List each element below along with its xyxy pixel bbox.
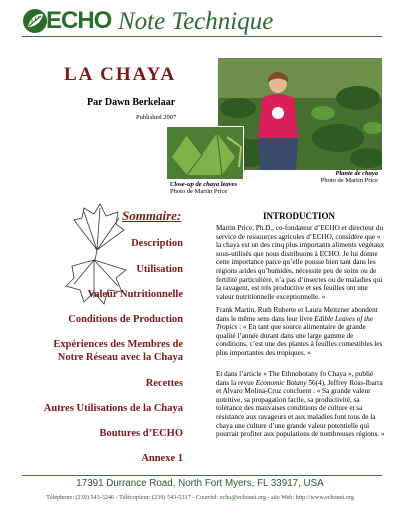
published-date: Published 2007 — [136, 114, 177, 121]
intro-paragraph-3 — [216, 370, 385, 439]
toc-item-utilisation[interactable]: Utilisation — [136, 264, 183, 275]
intro-paragraph-2 — [216, 306, 385, 358]
intro-paragraph-1: Martin Price, Ph.D., co-fondateur d’ECHO et directeur du service de ressources agricoles d’ECHO, considère que « la chaya est un des cinq plus importants aliments végétaux sous-utilisés que nous distribuons à ECHO. Je lui donne cette importance parce qu’elle pousse bien tant dans les régions arides qu’humides, nécessite peu de soins ou de fertilité particulière, n’a pas d’insectes ou de maladies qui la ravagent, est très productive et ses feuilles ont une valeur nutritionnelle exceptionnelle. » — [216, 224, 385, 301]
plant-caption-title: Plante de chaya — [335, 170, 378, 177]
plant-caption-credit: Photo de Martin Price — [320, 177, 378, 184]
p2-book-title: Edible Leaves of the Tropics — [216, 314, 373, 332]
p3-journal-title: Economic Botany — [255, 378, 307, 387]
toc-item-autres-utilisations[interactable]: Autres Utilisations de la Chaya — [43, 403, 183, 414]
toc-item-experiences-line2[interactable]: Notre Réseau avec la Chaya — [57, 352, 183, 363]
closeup-caption-title: Close-up de chaya leaves — [170, 181, 237, 188]
summary-title: Sommaire: — [122, 208, 182, 223]
plant-photo-caption — [300, 170, 378, 184]
chaya-closeup-photo — [166, 126, 244, 180]
toc-item-boutures[interactable]: Boutures d’ECHO — [99, 428, 183, 439]
footer-contact: Téléphone: (239) 543-3246 - Télécopieur: (239) 543-5317 - Courriel: echo@echonet.org - site Web: http://www.echonet.org — [46, 494, 354, 501]
toc-item-recettes[interactable]: Recettes — [145, 378, 183, 389]
introduction-heading: INTRODUCTION — [263, 211, 336, 221]
toc-item-description[interactable]: Description — [131, 238, 183, 249]
brand-name: ECHO — [46, 7, 112, 34]
footer-address: 17391 Durrance Road, North Fort Myers, FL 33917, USA — [76, 478, 324, 489]
p2-text-after: : « En tant que source alimentaire de grande qualité l’année durant dans une large gamme de conditions, c’est une des plantes à feuilles comestibles les plus importantes des tropiques. » — [216, 323, 383, 357]
author-line: Par Dawn Berkelaar — [87, 97, 176, 108]
p3-text-before: Et dans l’article « The Ethnobotany fo Chaya », publié dans la revue — [216, 370, 374, 387]
echo-leaf-logo-icon — [22, 8, 48, 34]
series-title: Note Technique — [118, 8, 274, 35]
p3-text-after: 56(4), Jeffrey Ross-Ibarra et Alvaro Molina-Cruz concluent : « Sa grande valeur nutritive, sa propagation facile, sa productivité, sa tolérance des mauvaises conditions de culture et sa résistance aux ravageurs et aux maladies font tous de la chaya une culture d’une grande valeur potentielle qui pourrait profiter aux populations de nombreuses régions. » — [216, 378, 385, 439]
footer-rule — [22, 475, 382, 476]
document-title: LA CHAYA — [64, 64, 177, 85]
closeup-caption-credit: Photo de Martin Price — [170, 188, 228, 195]
toc-item-conditions-production[interactable]: Conditions de Production — [68, 314, 183, 325]
toc-item-annexe[interactable]: Annexe 1 — [141, 453, 183, 464]
toc-item-valeur-nutritionnelle[interactable]: Valeur Nutritionnelle — [87, 289, 183, 300]
header-rule — [22, 36, 382, 37]
closeup-photo-caption — [170, 181, 270, 195]
p2-text-before: Frank Martin, Ruth Ruberte et Laura Meitzner abondent dans le même sens dans leur livre — [216, 306, 378, 323]
toc-item-experiences-line1[interactable]: Expériences des Membres de — [53, 339, 183, 350]
